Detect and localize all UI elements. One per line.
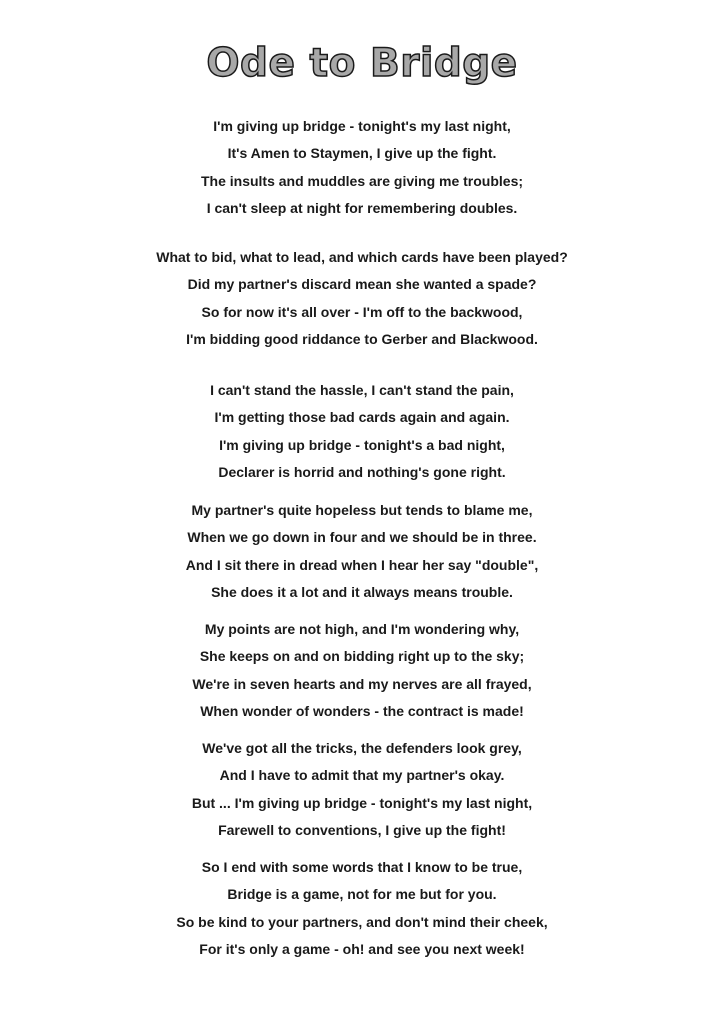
poem-line: I'm giving up bridge - tonight's a bad night, xyxy=(219,436,505,453)
poem-line: I'm giving up bridge - tonight's my last night, xyxy=(213,118,511,134)
poem-line: She does it a lot and it always means trouble. xyxy=(211,583,513,600)
poem-line: My points are not high, and I'm wondering why, xyxy=(204,621,520,637)
poem-line: So for now it's all over - I'm off to the backwood, xyxy=(201,303,523,320)
poem-line: And I have to admit that my partner's okay. xyxy=(219,767,505,784)
poem-line: We're in seven hearts and my nerves are all frayed, xyxy=(192,675,532,692)
poem-line: My partner's quite hopeless but tends to blame me, xyxy=(191,502,533,518)
poem-title: Ode to Bridge xyxy=(206,41,518,86)
poem-line: When wonder of wonders - the contract is made! xyxy=(200,702,524,719)
poem-line: The insults and muddles are giving me troubles; xyxy=(200,172,524,189)
poem-line: Bridge is a game, not for me but for you. xyxy=(227,886,497,903)
poem-line: What to bid, what to lead, and which cards have been played? xyxy=(156,249,568,265)
stanza-3 xyxy=(0,377,724,486)
poem-line: For it's only a game - oh! and see you next week! xyxy=(199,940,525,957)
poem-line: I'm bidding good riddance to Gerber and Blackwood. xyxy=(186,330,538,347)
stanza-1 xyxy=(0,113,724,222)
poem-line: Did my partner's discard mean she wanted a spade? xyxy=(187,276,537,293)
poem-line: But ... I'm giving up bridge - tonight's my last night, xyxy=(191,794,533,811)
stanza-6 xyxy=(0,735,724,844)
poem-line: Declarer is horrid and nothing's gone right. xyxy=(218,463,506,480)
stanza-7 xyxy=(0,854,724,963)
poem-line: I'm getting those bad cards again and again. xyxy=(214,409,510,426)
stanza-5 xyxy=(0,616,724,725)
stanza-4 xyxy=(0,497,724,606)
poem-line: Farewell to conventions, I give up the fight! xyxy=(218,821,506,838)
poem-line: I can't stand the hassle, I can't stand the pain, xyxy=(210,382,514,398)
poem-line: She keeps on and on bidding right up to the sky; xyxy=(199,648,525,665)
stanza-2 xyxy=(0,244,724,353)
poem-line: When we go down in four and we should be in three. xyxy=(187,529,537,546)
poem-line: We've got all the tricks, the defenders look grey, xyxy=(202,740,522,756)
poem-line: It's Amen to Staymen, I give up the fight. xyxy=(227,145,497,162)
poem-line: So I end with some words that I know to be true, xyxy=(201,859,523,875)
poem-line: I can't sleep at night for remembering doubles. xyxy=(206,199,518,216)
poem-line: And I sit there in dread when I hear her say "double", xyxy=(185,556,539,573)
poem-line: So be kind to your partners, and don't mind their cheek, xyxy=(176,913,548,930)
